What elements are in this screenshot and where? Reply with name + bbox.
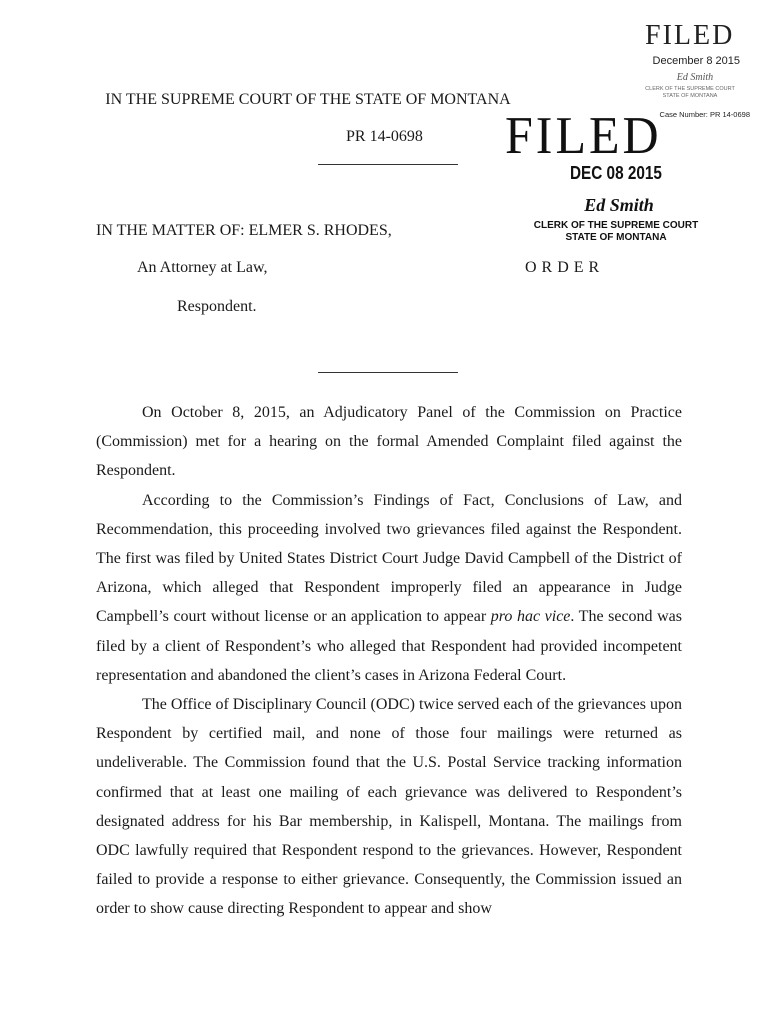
body-paragraph-2-tail: . The second was filed by a client of Respondent’s who alleged that Respondent had provided incompetent representation and abandoned the client’s cases in Arizona Federal Court. [96, 608, 683, 684]
efile-clerk-signature: Ed Smith [676, 72, 714, 83]
court-name: IN THE SUPREME COURT OF THE STATE OF MONTANA [105, 91, 511, 108]
efile-case-number: Case Number: PR 14-0698 [659, 110, 750, 119]
filed-stamp-signature: Ed Smith [584, 195, 654, 215]
efile-filed-date: December 8 2015 [652, 55, 740, 67]
document-type-order: ORDER [525, 259, 605, 276]
filed-stamp-date: DEC 08 2015 [570, 163, 662, 183]
case-caption-respondent: Respondent. [177, 298, 257, 315]
case-caption-matter: IN THE MATTER OF: ELMER S. RHODES, [96, 222, 392, 239]
body-paragraph-1: On October 8, 2015, an Adjudicatory Panel of the Commission on Practice (Commission) met for a hearing on the formal Amended Complaint filed against the Respondent. [96, 404, 682, 480]
efile-clerk-line2: STATE OF MONTANA [662, 92, 718, 99]
body-paragraph-2-text: According to the Commission’s Findings of Fact, Conclusions of Law, and Recommendation, this proceeding involved two grievances filed against the Respondent. The first was filed by United States District Court Judge David Campbell of the District of Arizona, which alleged that Respondent improperly filed an appearance in Judge Campbell’s court without license or an application to appear [96, 491, 682, 626]
body-paragraph-2-italic: pro hac vice [490, 608, 571, 626]
caption-divider [318, 372, 458, 373]
heading-divider [318, 164, 458, 165]
filed-stamp-clerk-line1: CLERK OF THE SUPREME COURT [533, 220, 699, 231]
case-caption-attorney: An Attorney at Law, [137, 259, 268, 276]
efile-clerk-line1: CLERK OF THE SUPREME COURT [645, 86, 735, 92]
body-paragraph-3: The Office of Disciplinary Council (ODC) twice served each of the grievances upon Respondent by certified mail, and none of those four mailings were returned as undeliverable. The Commission found that the U.S. Postal Service tracking information confirmed that at least one mailing of each grievance was delivered to Respondent’s designated address for his Bar membership, in Kalispell, Montana. The mailings from ODC lawfully required that Respondent respond to the grievances. However, Respondent failed to provide a response to either grievance. Consequently, the Commission issued an order to show cause directing Respondent to appear and show [96, 696, 682, 918]
efile-filed-label: FILED [645, 20, 735, 51]
filed-stamp-clerk-line2: STATE OF MONTANA [565, 232, 667, 243]
docket-number: PR 14-0698 [346, 128, 423, 145]
filed-stamp-clerk [526, 220, 706, 244]
body-paragraph-2 [96, 486, 682, 690]
filed-stamp-label: FILED [505, 105, 662, 165]
order-body [96, 398, 682, 924]
